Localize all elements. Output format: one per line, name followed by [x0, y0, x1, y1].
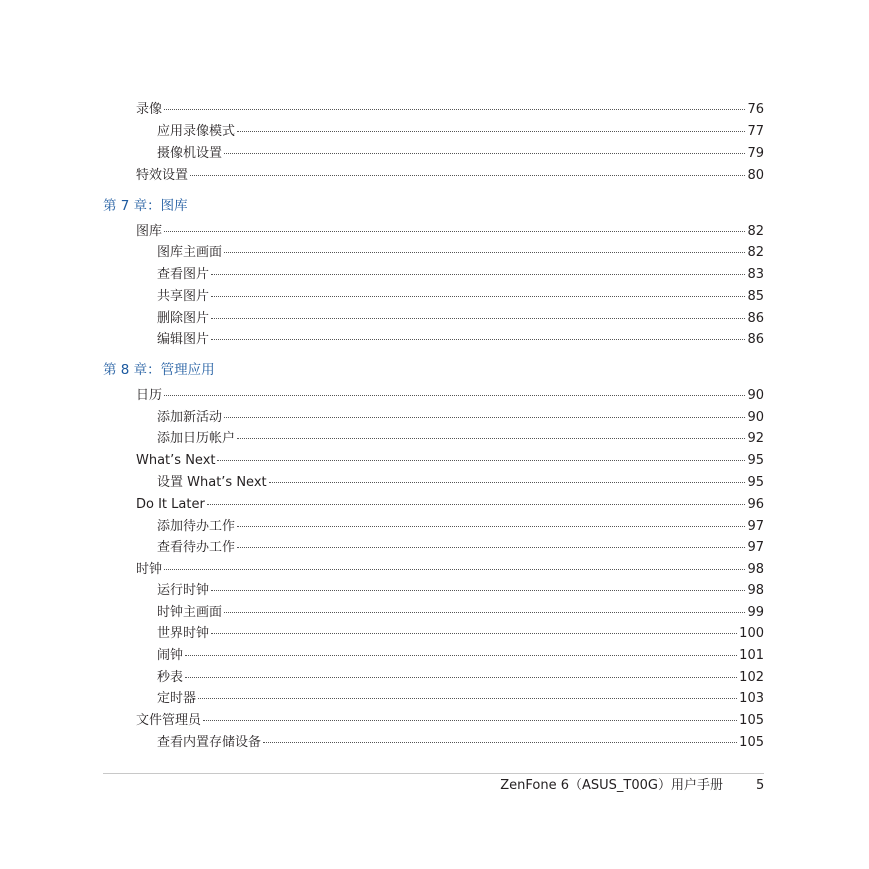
toc-entry[interactable] [157, 410, 764, 426]
toc-entry-page: 100 [739, 626, 764, 641]
footer-page-number: 5 [756, 778, 765, 793]
toc-entry[interactable] [157, 605, 764, 621]
dot-leader [164, 231, 745, 232]
toc-entry[interactable] [136, 224, 764, 240]
toc-entry[interactable] [157, 289, 764, 305]
toc-entry-label: 文件管理员 [136, 713, 202, 728]
toc-entry[interactable] [157, 475, 764, 491]
toc-entry-page: 99 [747, 605, 764, 620]
toc-entry-page: 90 [747, 388, 764, 403]
dot-leader [211, 318, 745, 319]
toc-entry[interactable] [157, 519, 764, 535]
dot-leader [164, 569, 745, 570]
toc-entry[interactable] [157, 670, 764, 686]
toc-entry-label: What’s Next [136, 453, 216, 468]
toc-entry-label: 特效设置 [136, 168, 189, 183]
toc-entry-page: 102 [739, 670, 764, 685]
dot-leader [185, 677, 737, 678]
toc-entry-label: 编辑图片 [157, 332, 210, 347]
toc-entry-page: 97 [747, 540, 764, 555]
toc-entry-page: 86 [747, 332, 764, 347]
toc-entry-page: 98 [747, 583, 764, 598]
toc-entry-page: 98 [747, 562, 764, 577]
dot-leader [217, 460, 745, 461]
dot-leader [224, 612, 745, 613]
toc-entry[interactable] [136, 168, 764, 184]
dot-leader [164, 395, 745, 396]
toc-entry-page: 97 [747, 519, 764, 534]
toc-entry-page: 79 [747, 146, 764, 161]
chapter-heading: 第 7 章：图库 [103, 198, 188, 214]
dot-leader [237, 547, 745, 548]
toc-entry-page: 105 [739, 713, 764, 728]
dot-leader [207, 504, 746, 505]
toc-entry-label: 闹钟 [157, 648, 184, 663]
toc-entry-page: 86 [747, 311, 764, 326]
dot-leader [164, 109, 745, 110]
toc-entry[interactable] [157, 124, 764, 140]
dot-leader [237, 438, 745, 439]
toc-entry[interactable] [157, 691, 764, 707]
toc-entry[interactable] [136, 388, 764, 404]
footer-divider [103, 773, 764, 774]
dot-leader [211, 339, 745, 340]
toc-entry-label: 图库 [136, 224, 163, 239]
footer-title: ZenFone 6（ASUS_T00G）用户手册 [500, 778, 723, 793]
toc-entry[interactable] [157, 626, 764, 642]
toc-entry-label: 删除图片 [157, 311, 210, 326]
toc-entry[interactable] [157, 332, 764, 348]
toc-entry-page: 85 [747, 289, 764, 304]
toc-entry[interactable] [136, 453, 764, 469]
dot-leader [237, 131, 745, 132]
toc-entry-page: 92 [747, 431, 764, 446]
toc-entry[interactable] [136, 102, 764, 118]
toc-entry-label: 查看待办工作 [157, 540, 236, 555]
toc-entry-label: 运行时钟 [157, 583, 210, 598]
toc-entry-label: 秒表 [157, 670, 184, 685]
toc-entry-label: 时钟 [136, 562, 163, 577]
toc-entry-label: 日历 [136, 388, 163, 403]
dot-leader [211, 274, 745, 275]
toc-entry[interactable] [136, 713, 764, 729]
dot-leader [211, 296, 745, 297]
toc-entry-page: 90 [747, 410, 764, 425]
toc-entry-page: 103 [739, 691, 764, 706]
toc-entry-label: 添加日历帐户 [157, 431, 236, 446]
toc-entry-label: 设置 What’s Next [157, 475, 267, 490]
toc-entry-page: 76 [747, 102, 764, 117]
toc-entry[interactable] [157, 583, 764, 599]
toc-entry[interactable] [136, 497, 764, 513]
toc-entry[interactable] [157, 311, 764, 327]
toc-entry-page: 82 [747, 245, 764, 260]
toc-entry-label: 应用录像模式 [157, 124, 236, 139]
toc-entry[interactable] [157, 648, 764, 664]
toc-entry[interactable] [157, 735, 764, 751]
toc-entry-label: 共享图片 [157, 289, 210, 304]
dot-leader [224, 252, 745, 253]
toc-entry-label: 查看图片 [157, 267, 210, 282]
dot-leader [203, 720, 737, 721]
dot-leader [263, 742, 737, 743]
toc-entry-page: 105 [739, 735, 764, 750]
toc-entry[interactable] [157, 245, 764, 261]
chapter-heading: 第 8 章：管理应用 [103, 362, 215, 378]
toc-entry-page: 95 [747, 475, 764, 490]
toc-entry-label: 定时器 [157, 691, 197, 706]
toc-entry-page: 80 [747, 168, 764, 183]
toc-entry-label: 图库主画面 [157, 245, 223, 260]
toc-entry-label: 添加新活动 [157, 410, 223, 425]
dot-leader [237, 526, 745, 527]
dot-leader [224, 417, 745, 418]
dot-leader [224, 153, 745, 154]
toc-entry-label: 查看内置存储设备 [157, 735, 262, 750]
toc-entry-label: 摄像机设置 [157, 146, 223, 161]
toc-entry[interactable] [157, 431, 764, 447]
toc-entry-page: 77 [747, 124, 764, 139]
toc-entry-page: 96 [747, 497, 764, 512]
dot-leader [198, 698, 737, 699]
toc-entry-label: 添加待办工作 [157, 519, 236, 534]
dot-leader [185, 655, 737, 656]
toc-entry-page: 101 [739, 648, 764, 663]
dot-leader [211, 633, 737, 634]
dot-leader [269, 482, 746, 483]
toc-entry[interactable] [157, 267, 764, 283]
toc-entry-page: 83 [747, 267, 764, 282]
toc-entry-page: 95 [747, 453, 764, 468]
dot-leader [211, 590, 745, 591]
toc-entry[interactable] [157, 540, 764, 556]
toc-entry-label: 录像 [136, 102, 163, 117]
toc-entry-label: Do It Later [136, 497, 205, 512]
toc-entry-page: 82 [747, 224, 764, 239]
toc-entry-label: 世界时钟 [157, 626, 210, 641]
toc-entry[interactable] [136, 562, 764, 578]
dot-leader [190, 175, 745, 176]
toc-entry[interactable] [157, 146, 764, 162]
toc-entry-label: 时钟主画面 [157, 605, 223, 620]
